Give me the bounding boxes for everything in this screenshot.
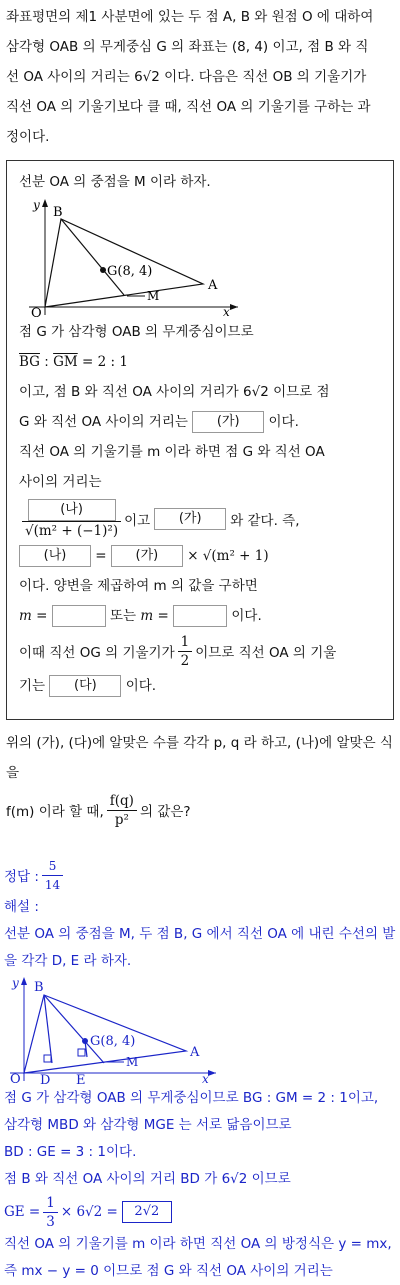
blank-m2 <box>173 605 227 627</box>
text: 이고 <box>124 513 151 529</box>
perpendicular-bd <box>44 995 52 1063</box>
solution-line: BD : GE = 3 : 1이다. <box>4 1144 137 1160</box>
solution-line: 을 각각 D, E 라 하자. <box>4 953 132 969</box>
numerator: 1 <box>43 1194 58 1213</box>
solution <box>0 856 400 1285</box>
text: 또는 <box>110 608 137 624</box>
blank-ga: (가) <box>154 508 226 530</box>
label-b: B <box>34 980 44 995</box>
label-m: M <box>126 1055 139 1069</box>
m-equals: m = <box>19 608 48 624</box>
problem-line: 직선 OA 의 기울기보다 클 때, 직선 OA 의 기울기를 구하는 과 <box>6 99 371 115</box>
label-x: x <box>202 1072 209 1085</box>
proof-line: 이고, 점 B 와 직선 OA 사이의 거리가 6√2 이므로 점 <box>19 384 330 400</box>
blank-m1 <box>52 605 106 627</box>
problem-line: 선 OA 사이의 거리는 6√2 이다. 다음은 직선 OB 의 기울기가 <box>6 69 367 85</box>
segment-gm: $\overline{GM}$ <box>53 354 78 370</box>
label-o: O <box>10 1072 21 1085</box>
segment-bg: $\overline{BG}$ <box>19 354 40 370</box>
solution-line: 선분 OA 의 중점을 M, 두 점 B, G 에서 직선 OA 에 내린 수선의 발 <box>4 926 396 942</box>
question <box>0 726 400 832</box>
label-y: y <box>33 198 40 212</box>
proof-line: 선분 OA 의 중점을 M 이라 하자. <box>19 174 211 190</box>
label-a: A <box>190 1045 200 1060</box>
label-b: B <box>53 205 63 220</box>
label-d: D <box>40 1073 51 1085</box>
text: 이다. <box>125 678 157 694</box>
proof-line: 이다. 양변을 제곱하여 m 의 값을 구하면 <box>19 578 258 594</box>
label-a: A <box>208 278 218 293</box>
blank-ga: (가) <box>111 545 183 567</box>
fq-over-p2 <box>107 792 137 829</box>
denominator: 3 <box>46 1213 55 1230</box>
label-o: O <box>31 306 42 317</box>
text: 이다. <box>268 414 299 430</box>
m-values-line <box>19 601 387 631</box>
answer-line <box>4 856 396 894</box>
centroid-point <box>100 267 106 273</box>
solution-figure <box>6 975 226 1085</box>
label-m: M <box>147 289 160 303</box>
text: f(m) 이라 할 때, <box>6 804 104 820</box>
label-g: G(8, 4) <box>90 1034 136 1049</box>
problem-line: 정이다. <box>6 129 50 145</box>
numerator: 1 <box>178 633 193 652</box>
slope-line <box>19 631 387 671</box>
label-y: y <box>12 976 19 990</box>
text: 기는 <box>19 678 46 694</box>
sqrt-term: × √(m² + 1) <box>187 548 269 564</box>
text: 이때 직선 OG 의 기울기가 <box>19 645 175 661</box>
m-equals: m = <box>140 608 169 624</box>
median-bm <box>44 995 104 1063</box>
proof-line <box>19 407 387 437</box>
numerator: 5 <box>42 857 63 876</box>
distance-fraction <box>22 499 121 540</box>
label-e: E <box>76 1073 86 1085</box>
label-g: G(8, 4) <box>107 264 153 279</box>
blank-na: (나) <box>19 545 91 567</box>
question-line <box>6 788 396 832</box>
proof-line: 점 G 가 삼각형 OAB 의 무게중심이므로 <box>19 324 254 340</box>
text: GE = <box>4 1204 41 1220</box>
triangle-figure <box>23 197 243 317</box>
text: 이므로 직선 OA 의 기울 <box>195 645 337 661</box>
solution-line: 직선 OA 의 기울기를 m 이라 하면 직선 OA 의 방정식은 y = mx, <box>4 1236 392 1252</box>
ratio-line: $\overline{BG}$ : $\overline{GM} = 2$ : 1 <box>19 354 128 370</box>
label-x: x <box>223 305 230 317</box>
proof-line: 직선 OA 의 기울기를 m 이라 하면 점 G 와 직선 OA <box>19 444 325 460</box>
y-axis-arrow-icon <box>21 977 27 985</box>
blank-da: (다) <box>49 675 121 697</box>
answer-fraction <box>42 857 63 894</box>
proof-line <box>19 671 387 701</box>
solution-line: 즉 mx − y = 0 이므로 점 G 와 직선 OA 사이의 거리는 <box>4 1263 333 1279</box>
distance-formula-line <box>19 497 387 541</box>
problem-line: 삼각형 OAB 의 무게중심 G 의 좌표는 (8, 4) 이고, 점 B 와 직 <box>6 39 369 55</box>
numerator: f(q) <box>107 792 137 811</box>
equation-line <box>19 541 387 571</box>
right-angle-d <box>44 1055 51 1062</box>
explanation-label: 해설 : <box>4 899 39 915</box>
median-bm <box>61 219 124 295</box>
answer-label: 정답 : <box>4 869 39 885</box>
x-axis-arrow-icon <box>230 304 238 310</box>
denominator: 14 <box>44 877 61 892</box>
solution-line: 삼각형 MBD 와 삼각형 MGE 는 서로 닮음이므로 <box>4 1117 292 1133</box>
ge-calculation <box>4 1193 396 1231</box>
x-axis-arrow-icon <box>208 1070 216 1076</box>
problem-statement <box>0 0 400 152</box>
denominator: √(m² + (−1)²) <box>25 522 119 539</box>
solution-line: 점 B 와 직선 OA 사이의 거리 BD 가 6√2 이므로 <box>4 1171 291 1187</box>
half-fraction <box>178 633 193 670</box>
ratio-value: = 2 : 1 <box>82 354 128 370</box>
right-angle-e <box>78 1049 85 1056</box>
text: 이다. <box>231 608 262 624</box>
text: 의 값은? <box>139 804 191 820</box>
equals-sign: = <box>95 548 107 564</box>
denominator: 2 <box>180 652 190 669</box>
proof-box <box>6 160 394 720</box>
text: G 와 직선 OA 사이의 거리는 <box>19 414 188 430</box>
text: 와 같다. 즉, <box>230 513 300 529</box>
question-line: 위의 (가), (다)에 알맞은 수를 각각 p, q 라 하고, (나)에 알맞은 식을 <box>6 735 393 781</box>
ge-result: 2√2 <box>122 1201 172 1223</box>
blank-ga: (가) <box>192 411 264 433</box>
denominator: p² <box>114 811 129 828</box>
triangle-oab <box>45 219 203 307</box>
solution-line: 점 G 가 삼각형 OAB 의 무게중심이므로 BG : GM = 2 : 1이고, <box>4 1090 379 1106</box>
problem-line: 좌표평면의 제1 사분면에 있는 두 점 A, B 와 원점 O 에 대하여 <box>6 9 374 25</box>
y-axis-arrow-icon <box>42 199 48 207</box>
text: × 6√2 = <box>60 1204 118 1220</box>
proof-line: 사이의 거리는 <box>19 474 102 490</box>
third-fraction <box>43 1194 58 1231</box>
centroid-point <box>82 1038 88 1044</box>
blank-na: (나) <box>28 499 116 521</box>
